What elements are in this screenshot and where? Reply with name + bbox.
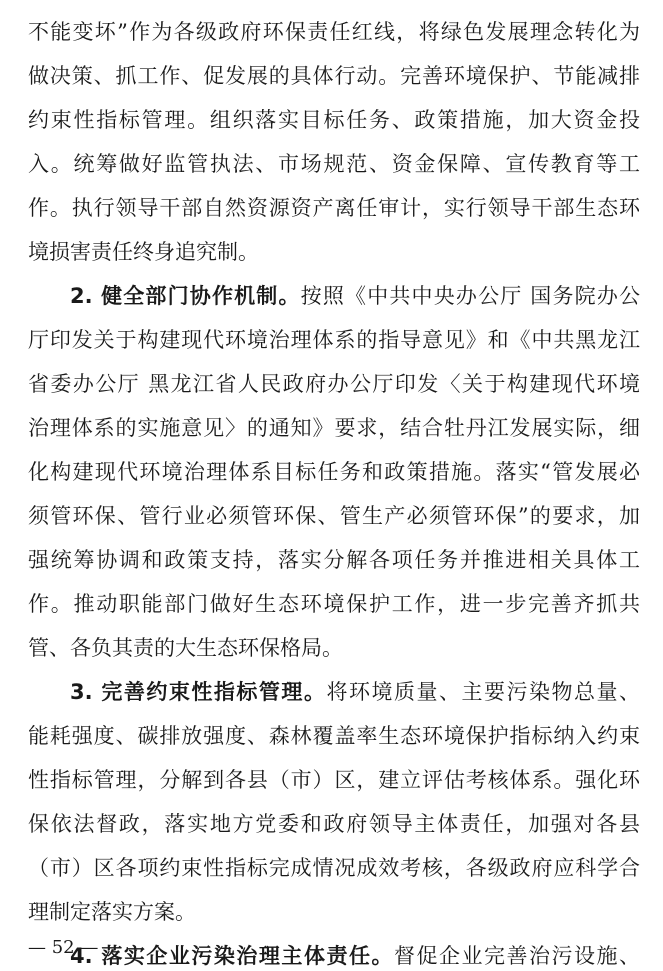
paragraph-first-line: [28, 943, 640, 969]
body-line: 能耗强度、碳排放强度、森林覆盖率生态环境保护指标纳入约束: [28, 724, 640, 748]
page-number: — 52 —: [28, 937, 99, 958]
body-line: 省委办公厅 黑龙江省人民政府办公厅印发〈关于构建现代环境: [28, 372, 640, 396]
body-line: 保依法督政，落实地方党委和政府领导主体责任，加强对各县: [28, 812, 640, 836]
body-line: 作。推动职能部门做好生态环境保护工作，进一步完善齐抓共: [28, 592, 640, 616]
body-line: 厅印发关于构建现代环境治理体系的指导意见》和《中共黑龙江: [28, 328, 640, 352]
body-line: 入。统筹做好监管执法、市场规范、资金保障、宣传教育等工: [28, 152, 640, 176]
body-line: 境损害责任终身追究制。: [28, 240, 259, 264]
paragraph-first-line: [28, 283, 640, 309]
body-line: 强统筹协调和政策支持，落实分解各项任务并推进相关具体工: [28, 548, 640, 572]
body-line: 约束性指标管理。组织落实目标任务、政策措施，加大资金投: [28, 108, 640, 132]
body-line: 须管环保、管行业必须管环保、管生产必须管环保”的要求，加: [28, 504, 640, 528]
body-line: 做决策、抓工作、促发展的具体行动。完善环境保护、节能减排: [28, 64, 640, 88]
body-line: 治理体系的实施意见〉的通知》要求，结合牡丹江发展实际，细: [28, 416, 640, 440]
section-heading: 4. 落实企业污染治理主体责任。: [70, 944, 394, 968]
section-heading: 2. 健全部门协作机制。: [70, 284, 301, 308]
body-line: 不能变坏”作为各级政府环保责任红线，将绿色发展理念转化为: [28, 20, 640, 44]
body-text: 督促企业完善治污设施、: [393, 944, 640, 968]
body-line: 性指标管理，分解到各县（市）区，建立评估考核体系。强化环: [28, 768, 640, 792]
body-text: 按照《中共中央办公厅 国务院办公: [300, 284, 640, 308]
body-line: 管、各负其责的大生态环保格局。: [28, 636, 343, 660]
paragraph-first-line: [28, 679, 640, 705]
body-line: 作。执行领导干部自然资源资产离任审计，实行领导干部生态环: [28, 196, 640, 220]
body-line: （市）区各项约束性指标完成情况成效考核，各级政府应科学合: [28, 856, 640, 880]
body-line: 化构建现代环境治理体系目标任务和政策措施。落实“管发展必: [28, 460, 640, 484]
section-heading: 3. 完善约束性指标管理。: [70, 680, 327, 704]
body-text: 将环境质量、主要污染物总量、: [326, 680, 640, 704]
body-line: 理制定落实方案。: [28, 900, 196, 924]
